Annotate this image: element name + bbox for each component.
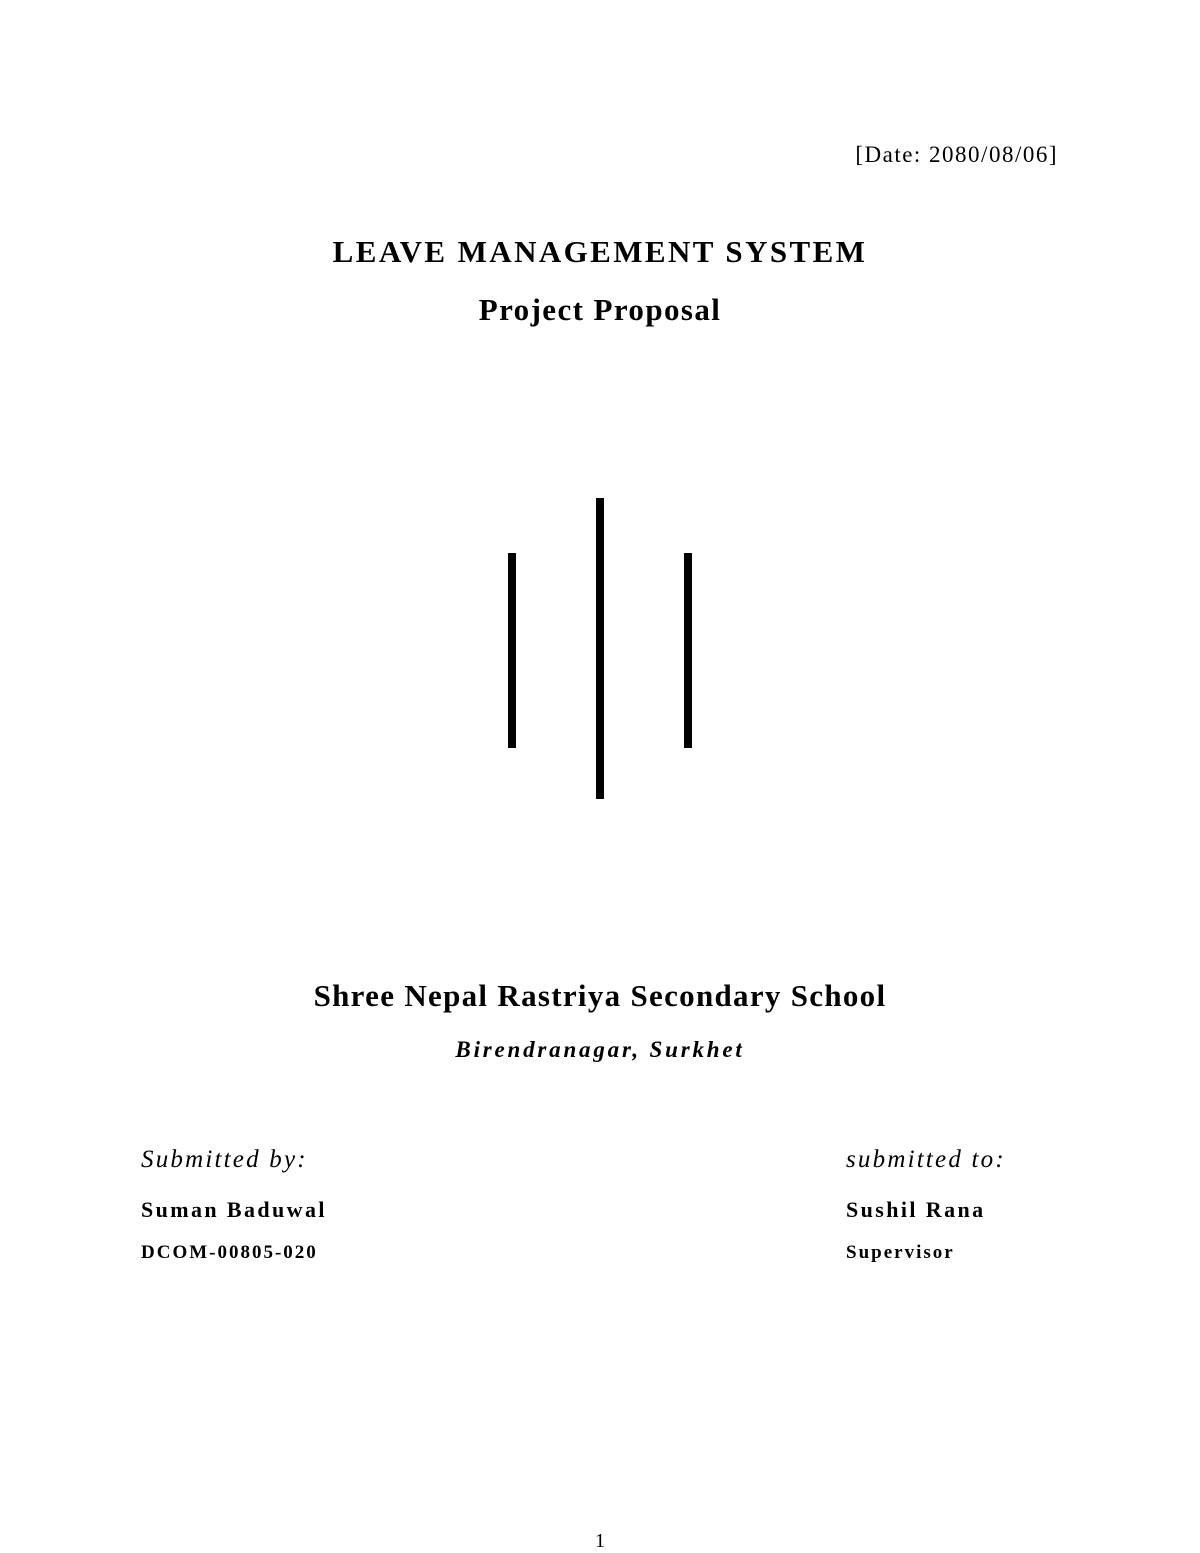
submitted-to-label: submitted to:	[846, 1146, 1006, 1173]
submitted-by-label: Submitted by:	[141, 1146, 308, 1173]
supervisor-role: Supervisor	[846, 1242, 955, 1263]
document-subtitle: Project Proposal	[478, 292, 722, 327]
student-id: DCOM-00805-020	[141, 1242, 318, 1263]
institution-name: Shree Nepal Rastriya Secondary School	[313, 978, 887, 1013]
page-number: 1	[595, 1530, 605, 1552]
logo-bar-left	[508, 553, 516, 748]
date-label: [Date: 2080/08/06]	[855, 142, 1058, 167]
logo-bar-right	[684, 553, 692, 748]
institution-location: Birendranagar, Surkhet	[455, 1037, 745, 1062]
document-title: LEAVE MANAGEMENT SYSTEM	[332, 234, 868, 269]
supervisor-name: Sushil Rana	[846, 1197, 986, 1222]
logo-bar-middle	[596, 498, 604, 799]
student-name: Suman Baduwal	[141, 1197, 327, 1222]
